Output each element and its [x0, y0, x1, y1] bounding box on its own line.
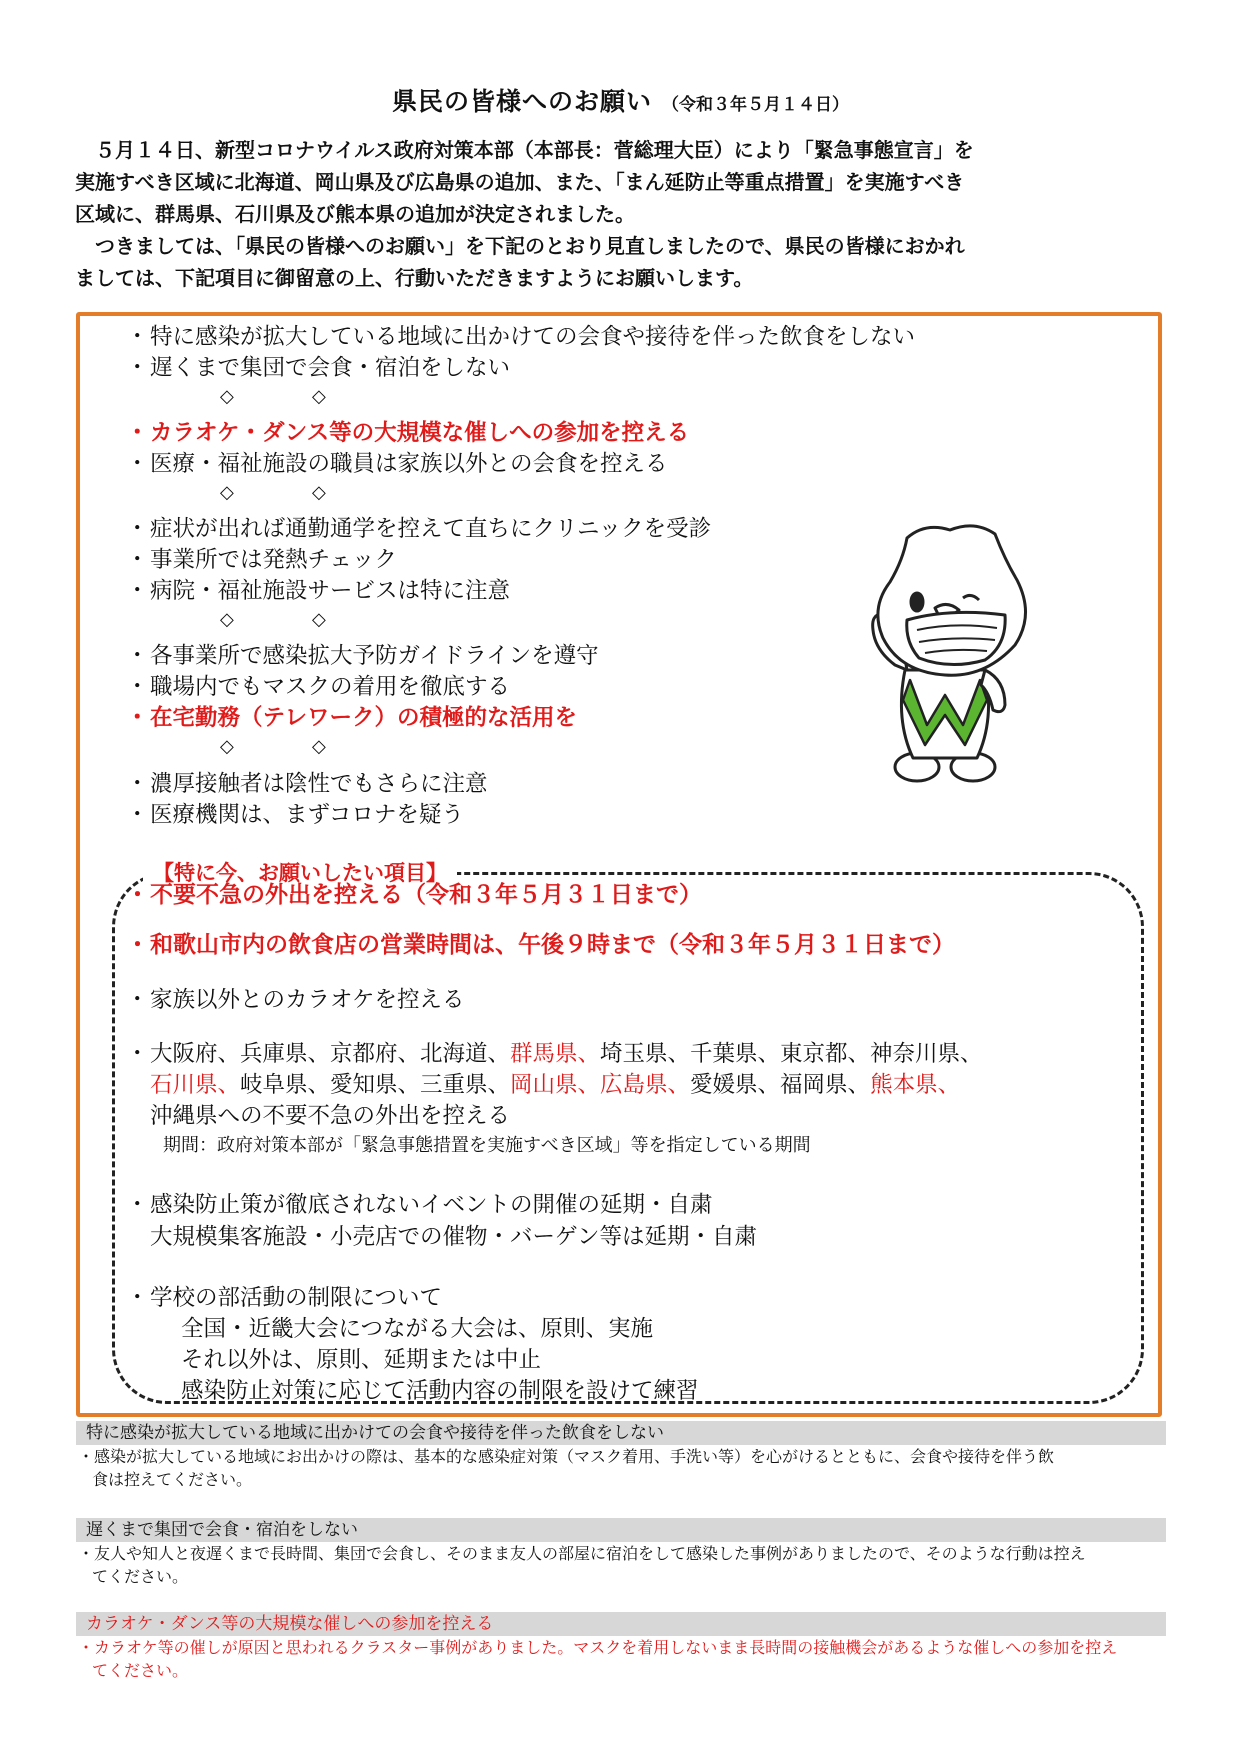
request-text: 各事業所で感染拡大予防ガイドラインを遵守	[150, 643, 599, 669]
bullet: ・	[126, 355, 149, 381]
request-text: 病院・福祉施設サービスは特に注意	[150, 578, 511, 604]
note-line: ・カラオケ等の催しが原因と思われるクラスター事例がありました。マスクを着用しないまま長時間の接触機会があるような催しへの参加を控え	[78, 1638, 1118, 1657]
note-line: ・友人や知人と夜遅くまで長時間、集団で会食し、そのまま友人の部屋に宿泊をして感染した事例がありましたので、そのような行動は控え	[78, 1544, 1086, 1563]
bullet: ・	[126, 1041, 149, 1067]
bullet: ・	[126, 420, 149, 446]
intro-line: 区域に、群馬県、石川県及び熊本県の追加が決定されました。	[75, 202, 635, 226]
prefecture-line	[150, 1101, 510, 1131]
pref-text-highlight: 熊本県、	[870, 1072, 961, 1098]
note-body	[76, 1445, 1166, 1491]
request-item	[126, 353, 510, 383]
request-item-highlight	[126, 703, 577, 733]
pref-text-highlight: 群馬県、	[510, 1041, 601, 1067]
special-subline: 全国・近畿大会につながる大会は、原則、実施	[181, 1316, 654, 1342]
note-section	[76, 1421, 1166, 1491]
diamond-separator	[220, 386, 404, 407]
diamond-icon: ◇	[312, 609, 326, 630]
intro-line: つきましては、「県民の皆様へのお願い」を下記のとおり見直しましたので、県民の皆様におかれ	[75, 234, 965, 258]
request-text: 在宅勤務（テレワーク）の積極的な活用を	[150, 705, 578, 731]
bullet: ・	[126, 802, 149, 828]
request-item	[126, 672, 510, 702]
note-line: 食は控えてください。	[92, 1470, 253, 1489]
mascot-illustration	[855, 520, 1045, 790]
pref-text: 愛媛県、福岡県、	[690, 1072, 871, 1098]
request-text: 職場内でもマスクの着用を徹底する	[150, 674, 511, 700]
pref-text-highlight: 石川県、	[150, 1072, 241, 1098]
request-text: 濃厚接触者は陰性でもさらに注意	[150, 771, 488, 797]
request-item	[126, 449, 668, 479]
page-title: 県民の皆様へのお願い	[391, 87, 652, 116]
request-text: カラオケ・ダンス等の大規模な催しへの参加を控える	[150, 420, 690, 446]
special-text: 和歌山市内の飲食店の営業時間は、午後９時まで（令和３年５月３１日まで）	[150, 932, 955, 958]
diamond-separator	[220, 609, 404, 630]
request-text: 医療・福祉施設の職員は家族以外との会食を控える	[150, 451, 668, 477]
note-body	[76, 1636, 1166, 1682]
mascot-eye	[911, 593, 923, 611]
pref-text-highlight: 岡山県、広島県、	[510, 1072, 691, 1098]
special-heading: 【特に今、お願いしたい項目】	[143, 858, 457, 888]
request-item-highlight	[126, 418, 689, 448]
bullet: ・	[126, 516, 149, 542]
note-line: ・感染が拡大している地域にお出かけの際は、基本的な感染症対策（マスク着用、手洗い等）を心がけるとともに、会食や接待を伴う飲	[78, 1447, 1055, 1466]
bullet: ・	[126, 578, 149, 604]
bullet: ・	[126, 771, 149, 797]
intro-paragraph	[75, 134, 1170, 294]
diamond-separator	[220, 736, 404, 757]
intro-line: 実施すべき区域に北海道、岡山県及び広島県の追加、また、「まん延防止等重点措置」を実施すべき	[75, 170, 965, 194]
request-text: 遅くまで集団で会食・宿泊をしない	[150, 355, 511, 381]
title-row	[0, 82, 1241, 118]
diamond-icon: ◇	[312, 482, 326, 503]
bullet: ・	[126, 705, 149, 731]
special-item	[126, 1283, 442, 1313]
note-heading: 特に感染が拡大している地域に出かけての会食や接待を伴った飲食をしない	[76, 1421, 1166, 1445]
title-date: （令和３年５月１４日）	[662, 95, 849, 115]
diamond-separator	[220, 482, 404, 503]
note-heading: 遅くまで集団で会食・宿泊をしない	[76, 1518, 1166, 1542]
pref-text: 沖縄県への不要不急の外出を控える	[150, 1103, 511, 1129]
note-heading: カラオケ・ダンス等の大規模な催しへの参加を控える	[76, 1612, 1166, 1636]
request-item	[126, 322, 915, 352]
bullet: ・	[126, 451, 149, 477]
special-subline: 大規模集客施設・小売店での催物・バーゲン等は延期・自粛	[150, 1224, 758, 1250]
special-text: 感染防止策が徹底されないイベントの開催の延期・自粛	[150, 1192, 713, 1218]
request-text: 症状が出れば通勤通学を控えて直ちにクリニックを受診	[150, 516, 712, 542]
pref-text: 大阪府、兵庫県、京都府、北海道、	[150, 1041, 511, 1067]
bullet: ・	[126, 1192, 149, 1218]
bullet: ・	[126, 1285, 149, 1311]
diamond-icon: ◇	[220, 609, 234, 630]
pref-text: 埼玉県、千葉県、東京都、神奈川県、	[600, 1041, 983, 1067]
note-line: てください。	[92, 1567, 189, 1586]
period-note: 期間：政府対策本部が「緊急事態措置を実施すべき区域」等を指定している期間	[163, 1135, 811, 1156]
request-item	[126, 800, 464, 830]
intro-line: ５月１４日、新型コロナウイルス政府対策本部（本部長：菅総理大臣）により「緊急事態宣言」を	[75, 138, 974, 162]
bullet: ・	[126, 324, 149, 350]
request-item	[126, 545, 397, 575]
bullet: ・	[126, 674, 149, 700]
request-item	[126, 769, 488, 799]
bullet: ・	[126, 547, 149, 573]
bullet: ・	[126, 882, 149, 908]
note-section	[76, 1612, 1166, 1682]
diamond-icon: ◇	[312, 736, 326, 757]
request-text: 特に感染が拡大している地域に出かけての会食や接待を伴った飲食をしない	[150, 324, 916, 350]
special-item-highlight	[126, 930, 955, 960]
bullet: ・	[126, 987, 149, 1013]
request-item	[126, 641, 599, 671]
diamond-icon: ◇	[220, 386, 234, 407]
bullet: ・	[126, 932, 149, 958]
pref-text: 岐阜県、愛知県、三重県、	[240, 1072, 511, 1098]
special-item	[126, 985, 465, 1015]
special-item-prefectures	[126, 1039, 983, 1069]
note-line: てください。	[92, 1661, 189, 1680]
request-item	[126, 576, 510, 606]
prefecture-line	[150, 1070, 960, 1100]
note-body	[76, 1542, 1166, 1588]
note-section	[76, 1518, 1166, 1588]
diamond-icon: ◇	[220, 482, 234, 503]
special-item	[126, 1190, 713, 1220]
diamond-icon: ◇	[220, 736, 234, 757]
diamond-icon: ◇	[312, 386, 326, 407]
special-text: 家族以外とのカラオケを控える	[150, 987, 465, 1013]
special-text: 不要不急の外出を控える（令和３年５月３１日まで）	[150, 882, 702, 908]
request-text: 事業所では発熱チェック	[150, 547, 397, 573]
request-item	[126, 514, 711, 544]
request-text: 医療機関は、まずコロナを疑う	[150, 802, 464, 828]
special-text: 学校の部活動の制限について	[150, 1285, 443, 1311]
special-subline: 感染防止対策に応じて活動内容の制限を設けて練習	[181, 1378, 699, 1404]
bullet: ・	[126, 643, 149, 669]
intro-line: ましては、下記項目に御留意の上、行動いただきますようにお願いします。	[75, 266, 754, 290]
special-item-highlight	[126, 880, 702, 910]
special-subline: それ以外は、原則、延期または中止	[181, 1347, 542, 1373]
